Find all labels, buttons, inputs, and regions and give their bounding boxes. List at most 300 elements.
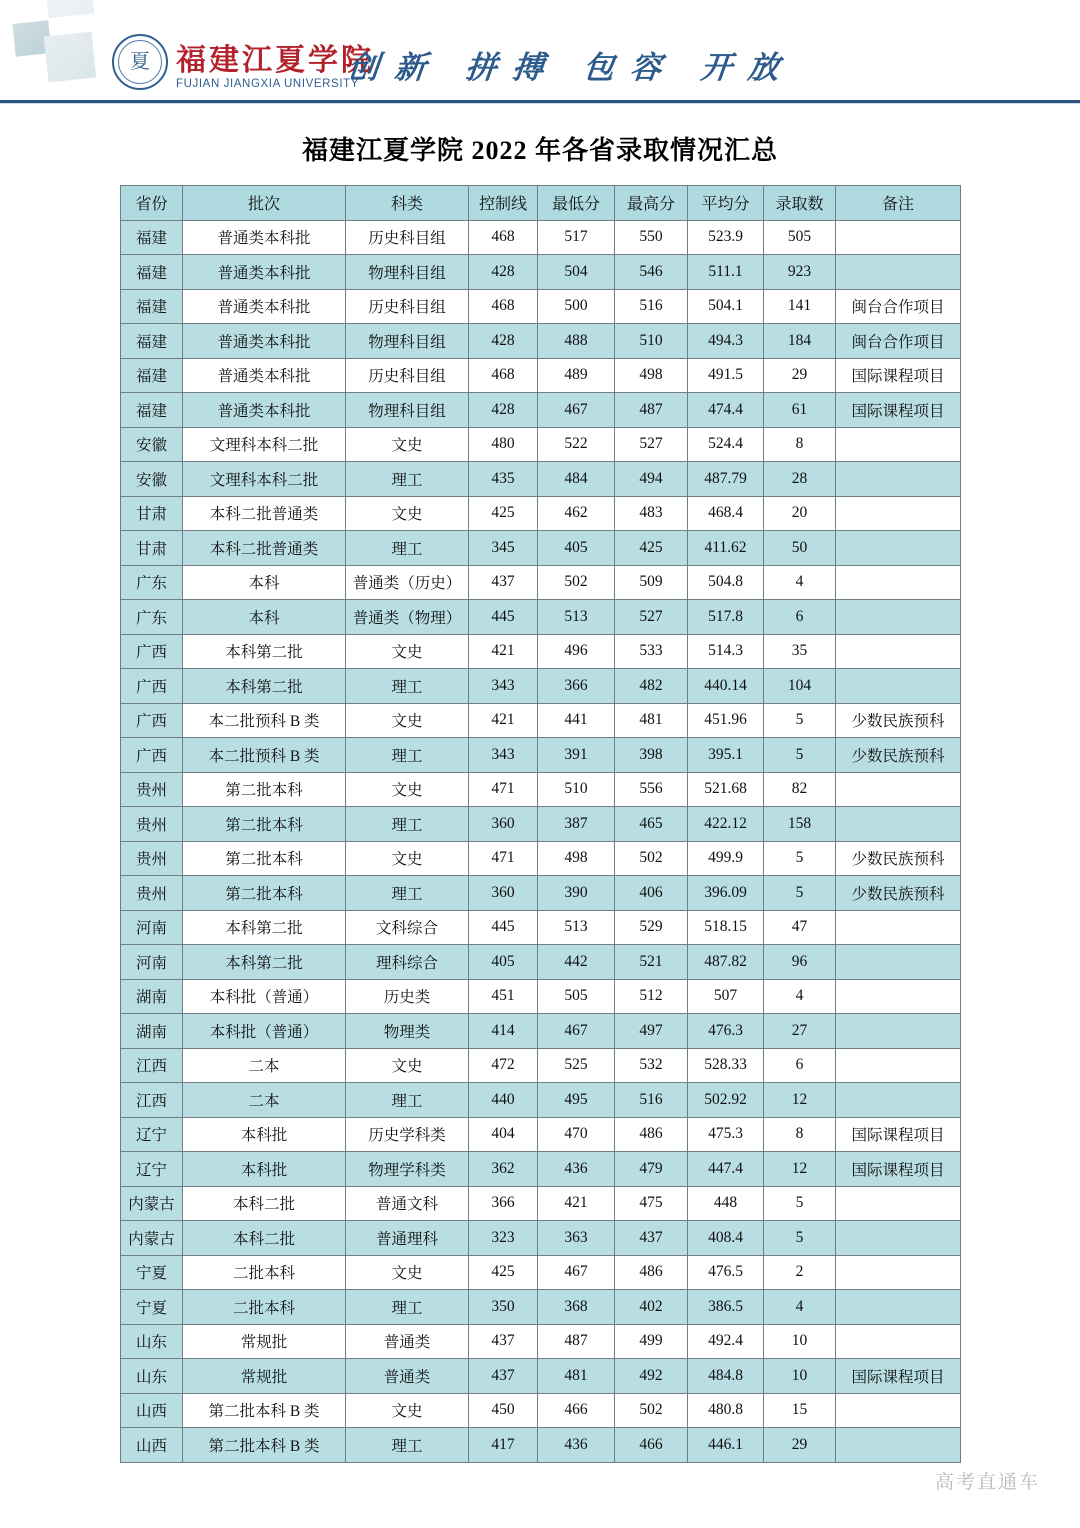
cell-admitted-count: 50 — [764, 531, 836, 566]
cell-remark — [836, 1428, 961, 1463]
cell-subject: 普通类（历史） — [346, 565, 469, 600]
cell-subject: 文史 — [346, 1255, 469, 1290]
cell-control-line: 445 — [469, 910, 538, 945]
decorative-squares — [0, 0, 130, 104]
cell-remark — [836, 220, 961, 255]
cell-subject: 文史 — [346, 703, 469, 738]
cell-admitted-count: 12 — [764, 1152, 836, 1187]
cell-min-score: 467 — [538, 1014, 615, 1049]
cell-control-line: 440 — [469, 1083, 538, 1118]
cell-min-score: 405 — [538, 531, 615, 566]
cell-control-line: 437 — [469, 1359, 538, 1394]
page-header — [0, 0, 1080, 104]
cell-admitted-count: 6 — [764, 600, 836, 635]
cell-max-score: 532 — [615, 1048, 688, 1083]
cell-avg-score: 499.9 — [688, 841, 764, 876]
cell-subject: 理工 — [346, 531, 469, 566]
cell-max-score: 509 — [615, 565, 688, 600]
cell-control-line: 471 — [469, 772, 538, 807]
cell-min-score: 363 — [538, 1221, 615, 1256]
cell-min-score: 466 — [538, 1393, 615, 1428]
cell-batch: 本二批预科 B 类 — [183, 738, 346, 773]
cell-remark: 国际课程项目 — [836, 1152, 961, 1187]
university-name-en: FUJIAN JIANGXIA UNIVERSITY — [176, 77, 360, 90]
cell-control-line: 343 — [469, 669, 538, 704]
cell-remark — [836, 600, 961, 635]
cell-batch: 本科 — [183, 565, 346, 600]
cell-avg-score: 494.3 — [688, 324, 764, 359]
table-row — [121, 979, 961, 1014]
cell-max-score: 402 — [615, 1290, 688, 1325]
cell-control-line: 425 — [469, 1255, 538, 1290]
cell-min-score: 442 — [538, 945, 615, 980]
cell-batch: 第二批本科 B 类 — [183, 1393, 346, 1428]
cell-control-line: 360 — [469, 807, 538, 842]
cell-max-score: 521 — [615, 945, 688, 980]
cell-control-line: 405 — [469, 945, 538, 980]
cell-subject: 物理科目组 — [346, 255, 469, 290]
cell-province: 湖南 — [121, 979, 183, 1014]
cell-province: 广东 — [121, 600, 183, 635]
cell-remark — [836, 1255, 961, 1290]
cell-min-score: 467 — [538, 393, 615, 428]
cell-control-line: 468 — [469, 358, 538, 393]
cell-batch: 第二批本科 — [183, 772, 346, 807]
cell-min-score: 421 — [538, 1186, 615, 1221]
cell-batch: 第二批本科 B 类 — [183, 1428, 346, 1463]
cell-control-line: 445 — [469, 600, 538, 635]
cell-max-score: 483 — [615, 496, 688, 531]
cell-avg-score: 480.8 — [688, 1393, 764, 1428]
cell-admitted-count: 923 — [764, 255, 836, 290]
cell-min-score: 441 — [538, 703, 615, 738]
cell-min-score: 513 — [538, 600, 615, 635]
table-row — [121, 1221, 961, 1256]
table-row — [121, 738, 961, 773]
cell-max-score: 516 — [615, 1083, 688, 1118]
header-divider-shadow — [0, 103, 1080, 104]
cell-province: 贵州 — [121, 841, 183, 876]
cell-batch: 本科二批普通类 — [183, 496, 346, 531]
table-row — [121, 1428, 961, 1463]
cell-control-line: 425 — [469, 496, 538, 531]
cell-avg-score: 447.4 — [688, 1152, 764, 1187]
table-row — [121, 1186, 961, 1221]
cell-remark: 国际课程项目 — [836, 393, 961, 428]
cell-min-score: 470 — [538, 1117, 615, 1152]
cell-province: 宁夏 — [121, 1255, 183, 1290]
cell-min-score: 522 — [538, 427, 615, 462]
column-header-province: 省份 — [121, 186, 183, 221]
cell-min-score: 505 — [538, 979, 615, 1014]
cell-avg-score: 502.92 — [688, 1083, 764, 1118]
cell-subject: 普通类 — [346, 1359, 469, 1394]
cell-admitted-count: 10 — [764, 1359, 836, 1394]
cell-avg-score: 523.9 — [688, 220, 764, 255]
cell-province: 河南 — [121, 910, 183, 945]
cell-control-line: 350 — [469, 1290, 538, 1325]
cell-max-score: 502 — [615, 1393, 688, 1428]
cell-avg-score: 528.33 — [688, 1048, 764, 1083]
university-logo — [112, 34, 374, 90]
cell-subject: 物理类 — [346, 1014, 469, 1049]
cell-max-score: 492 — [615, 1359, 688, 1394]
cell-province: 宁夏 — [121, 1290, 183, 1325]
cell-remark — [836, 1290, 961, 1325]
cell-remark — [836, 1048, 961, 1083]
cell-province: 内蒙古 — [121, 1186, 183, 1221]
cell-admitted-count: 4 — [764, 979, 836, 1014]
column-header-subject: 科类 — [346, 186, 469, 221]
cell-remark — [836, 1014, 961, 1049]
cell-max-score: 425 — [615, 531, 688, 566]
cell-control-line: 421 — [469, 634, 538, 669]
cell-min-score: 504 — [538, 255, 615, 290]
cell-subject: 历史科目组 — [346, 220, 469, 255]
footer-watermark: 高考直通车 — [934, 1472, 1040, 1493]
cell-batch: 本科批（普通） — [183, 979, 346, 1014]
table-row — [121, 1393, 961, 1428]
column-header-remark: 备注 — [836, 186, 961, 221]
cell-province: 福建 — [121, 255, 183, 290]
cell-admitted-count: 35 — [764, 634, 836, 669]
cell-remark — [836, 669, 961, 704]
cell-avg-score: 396.09 — [688, 876, 764, 911]
cell-subject: 文史 — [346, 634, 469, 669]
cell-province: 安徽 — [121, 462, 183, 497]
cell-max-score: 550 — [615, 220, 688, 255]
cell-batch: 二本 — [183, 1048, 346, 1083]
cell-province: 甘肃 — [121, 531, 183, 566]
cell-avg-score: 487.82 — [688, 945, 764, 980]
cell-control-line: 362 — [469, 1152, 538, 1187]
cell-max-score: 498 — [615, 358, 688, 393]
cell-batch: 本科批 — [183, 1152, 346, 1187]
cell-min-score: 481 — [538, 1359, 615, 1394]
cell-subject: 历史科目组 — [346, 289, 469, 324]
cell-max-score: 516 — [615, 289, 688, 324]
cell-min-score: 390 — [538, 876, 615, 911]
cell-admitted-count: 2 — [764, 1255, 836, 1290]
table-row — [121, 807, 961, 842]
cell-remark — [836, 772, 961, 807]
cell-subject: 普通类（物理） — [346, 600, 469, 635]
table-row — [121, 1014, 961, 1049]
cell-subject: 文史 — [346, 496, 469, 531]
cell-min-score: 387 — [538, 807, 615, 842]
cell-remark — [836, 1393, 961, 1428]
cell-remark — [836, 496, 961, 531]
cell-min-score: 488 — [538, 324, 615, 359]
cell-max-score: 527 — [615, 427, 688, 462]
cell-max-score: 499 — [615, 1324, 688, 1359]
cell-max-score: 512 — [615, 979, 688, 1014]
cell-subject: 理工 — [346, 876, 469, 911]
cell-admitted-count: 96 — [764, 945, 836, 980]
cell-min-score: 495 — [538, 1083, 615, 1118]
cell-subject: 文史 — [346, 1393, 469, 1428]
cell-batch: 第二批本科 — [183, 807, 346, 842]
cell-batch: 本科第二批 — [183, 669, 346, 704]
cell-admitted-count: 6 — [764, 1048, 836, 1083]
university-wordmark — [176, 43, 374, 91]
table-row — [121, 531, 961, 566]
cell-remark — [836, 1083, 961, 1118]
cell-province: 甘肃 — [121, 496, 183, 531]
university-name-cn: 福建江夏学院 — [176, 43, 374, 77]
cell-max-score: 481 — [615, 703, 688, 738]
cell-max-score: 486 — [615, 1117, 688, 1152]
cell-subject: 文史 — [346, 841, 469, 876]
cell-admitted-count: 47 — [764, 910, 836, 945]
cell-batch: 普通类本科批 — [183, 324, 346, 359]
cell-province: 河南 — [121, 945, 183, 980]
table-row — [121, 565, 961, 600]
cell-batch: 本科批（普通） — [183, 1014, 346, 1049]
cell-min-score: 510 — [538, 772, 615, 807]
cell-avg-score: 517.8 — [688, 600, 764, 635]
cell-admitted-count: 28 — [764, 462, 836, 497]
cell-batch: 本科二批 — [183, 1221, 346, 1256]
cell-subject: 物理科目组 — [346, 324, 469, 359]
cell-admitted-count: 10 — [764, 1324, 836, 1359]
cell-control-line: 360 — [469, 876, 538, 911]
cell-batch: 普通类本科批 — [183, 393, 346, 428]
cell-remark — [836, 910, 961, 945]
cell-max-score: 466 — [615, 1428, 688, 1463]
cell-province: 山东 — [121, 1359, 183, 1394]
cell-control-line: 472 — [469, 1048, 538, 1083]
cell-batch: 第二批本科 — [183, 876, 346, 911]
cell-province: 安徽 — [121, 427, 183, 462]
cell-avg-score: 476.3 — [688, 1014, 764, 1049]
cell-min-score: 436 — [538, 1428, 615, 1463]
cell-avg-score: 487.79 — [688, 462, 764, 497]
cell-min-score: 467 — [538, 1255, 615, 1290]
seal-glyph: 夏 — [130, 51, 150, 73]
cell-batch: 本科二批普通类 — [183, 531, 346, 566]
cell-subject: 普通类 — [346, 1324, 469, 1359]
cell-batch: 文理科本科二批 — [183, 462, 346, 497]
cell-avg-score: 440.14 — [688, 669, 764, 704]
cell-province: 江西 — [121, 1083, 183, 1118]
cell-admitted-count: 27 — [764, 1014, 836, 1049]
cell-control-line: 435 — [469, 462, 538, 497]
cell-batch: 常规批 — [183, 1359, 346, 1394]
cell-control-line: 450 — [469, 1393, 538, 1428]
cell-avg-score: 446.1 — [688, 1428, 764, 1463]
column-header-admitted: 录取数 — [764, 186, 836, 221]
column-header-max-score: 最高分 — [615, 186, 688, 221]
cell-max-score: 510 — [615, 324, 688, 359]
cell-province: 福建 — [121, 289, 183, 324]
cell-remark: 国际课程项目 — [836, 1359, 961, 1394]
cell-control-line: 345 — [469, 531, 538, 566]
cell-remark — [836, 255, 961, 290]
cell-avg-score: 521.68 — [688, 772, 764, 807]
cell-avg-score: 491.5 — [688, 358, 764, 393]
cell-subject: 理工 — [346, 462, 469, 497]
cell-province: 山西 — [121, 1428, 183, 1463]
cell-province: 福建 — [121, 358, 183, 393]
cell-remark — [836, 1324, 961, 1359]
cell-avg-score: 448 — [688, 1186, 764, 1221]
admissions-table-container — [120, 185, 960, 1463]
cell-batch: 常规批 — [183, 1324, 346, 1359]
cell-admitted-count: 104 — [764, 669, 836, 704]
table-row — [121, 496, 961, 531]
cell-control-line: 323 — [469, 1221, 538, 1256]
cell-control-line: 417 — [469, 1428, 538, 1463]
cell-batch: 本科第二批 — [183, 634, 346, 669]
cell-batch: 二批本科 — [183, 1290, 346, 1325]
cell-province: 湖南 — [121, 1014, 183, 1049]
admissions-table — [120, 185, 961, 1463]
cell-subject: 理工 — [346, 1428, 469, 1463]
cell-batch: 本科 — [183, 600, 346, 635]
cell-subject: 文科综合 — [346, 910, 469, 945]
cell-control-line: 471 — [469, 841, 538, 876]
table-row — [121, 1359, 961, 1394]
cell-control-line: 451 — [469, 979, 538, 1014]
cell-control-line: 366 — [469, 1186, 538, 1221]
cell-avg-score: 408.4 — [688, 1221, 764, 1256]
cell-max-score: 497 — [615, 1014, 688, 1049]
cell-province: 贵州 — [121, 807, 183, 842]
table-row — [121, 1152, 961, 1187]
cell-max-score: 486 — [615, 1255, 688, 1290]
table-row — [121, 1324, 961, 1359]
cell-max-score: 527 — [615, 600, 688, 635]
table-row — [121, 945, 961, 980]
cell-province: 广西 — [121, 634, 183, 669]
cell-control-line: 468 — [469, 220, 538, 255]
cell-admitted-count: 505 — [764, 220, 836, 255]
cell-admitted-count: 141 — [764, 289, 836, 324]
cell-admitted-count: 8 — [764, 1117, 836, 1152]
cell-remark — [836, 807, 961, 842]
university-slogan: 创新 拼搏 包容 开放 — [345, 50, 797, 85]
cell-max-score: 533 — [615, 634, 688, 669]
cell-avg-score: 475.3 — [688, 1117, 764, 1152]
cell-batch: 本科二批 — [183, 1186, 346, 1221]
cell-max-score: 494 — [615, 462, 688, 497]
table-row — [121, 1083, 961, 1118]
cell-province: 广西 — [121, 669, 183, 704]
cell-admitted-count: 158 — [764, 807, 836, 842]
table-row — [121, 324, 961, 359]
cell-remark: 少数民族预科 — [836, 738, 961, 773]
table-row — [121, 634, 961, 669]
cell-max-score: 529 — [615, 910, 688, 945]
cell-subject: 理工 — [346, 669, 469, 704]
cell-avg-score: 504.8 — [688, 565, 764, 600]
cell-min-score: 366 — [538, 669, 615, 704]
cell-remark — [836, 427, 961, 462]
decorative-square-3 — [44, 32, 97, 83]
cell-admitted-count: 15 — [764, 1393, 836, 1428]
table-body — [121, 220, 961, 1462]
cell-subject: 历史科目组 — [346, 358, 469, 393]
cell-subject: 物理科目组 — [346, 393, 469, 428]
cell-control-line: 404 — [469, 1117, 538, 1152]
cell-subject: 历史学科类 — [346, 1117, 469, 1152]
cell-max-score: 465 — [615, 807, 688, 842]
cell-control-line: 480 — [469, 427, 538, 462]
table-row — [121, 910, 961, 945]
table-row — [121, 220, 961, 255]
cell-control-line: 468 — [469, 289, 538, 324]
cell-subject: 理工 — [346, 1290, 469, 1325]
cell-province: 辽宁 — [121, 1117, 183, 1152]
cell-min-score: 484 — [538, 462, 615, 497]
cell-province: 内蒙古 — [121, 1221, 183, 1256]
cell-remark: 闽台合作项目 — [836, 289, 961, 324]
cell-batch: 本二批预科 B 类 — [183, 703, 346, 738]
cell-avg-score: 507 — [688, 979, 764, 1014]
cell-admitted-count: 5 — [764, 738, 836, 773]
table-row — [121, 427, 961, 462]
cell-admitted-count: 4 — [764, 565, 836, 600]
cell-subject: 普通理科 — [346, 1221, 469, 1256]
cell-admitted-count: 184 — [764, 324, 836, 359]
cell-avg-score: 411.62 — [688, 531, 764, 566]
cell-max-score: 406 — [615, 876, 688, 911]
cell-remark: 少数民族预科 — [836, 703, 961, 738]
cell-min-score: 517 — [538, 220, 615, 255]
cell-admitted-count: 29 — [764, 1428, 836, 1463]
cell-min-score: 496 — [538, 634, 615, 669]
cell-avg-score: 386.5 — [688, 1290, 764, 1325]
cell-min-score: 525 — [538, 1048, 615, 1083]
cell-admitted-count: 5 — [764, 876, 836, 911]
cell-avg-score: 422.12 — [688, 807, 764, 842]
cell-min-score: 462 — [538, 496, 615, 531]
column-header-batch: 批次 — [183, 186, 346, 221]
cell-batch: 本科第二批 — [183, 945, 346, 980]
table-row — [121, 1117, 961, 1152]
cell-avg-score: 476.5 — [688, 1255, 764, 1290]
cell-remark: 国际课程项目 — [836, 358, 961, 393]
table-row — [121, 772, 961, 807]
page-title: 福建江夏学院 2022 年各省录取情况汇总 — [301, 136, 778, 165]
cell-min-score: 513 — [538, 910, 615, 945]
cell-avg-score: 514.3 — [688, 634, 764, 669]
cell-province: 江西 — [121, 1048, 183, 1083]
cell-max-score: 475 — [615, 1186, 688, 1221]
cell-province: 贵州 — [121, 772, 183, 807]
cell-max-score: 479 — [615, 1152, 688, 1187]
cell-subject: 文史 — [346, 427, 469, 462]
cell-province: 广西 — [121, 738, 183, 773]
cell-batch: 文理科本科二批 — [183, 427, 346, 462]
cell-subject: 理科综合 — [346, 945, 469, 980]
table-row — [121, 1255, 961, 1290]
cell-subject: 文史 — [346, 1048, 469, 1083]
cell-province: 福建 — [121, 393, 183, 428]
cell-min-score: 489 — [538, 358, 615, 393]
cell-avg-score: 511.1 — [688, 255, 764, 290]
cell-province: 广西 — [121, 703, 183, 738]
cell-subject: 文史 — [346, 772, 469, 807]
cell-max-score: 546 — [615, 255, 688, 290]
cell-max-score: 482 — [615, 669, 688, 704]
cell-avg-score: 518.15 — [688, 910, 764, 945]
cell-province: 山东 — [121, 1324, 183, 1359]
cell-min-score: 436 — [538, 1152, 615, 1187]
cell-subject: 历史类 — [346, 979, 469, 1014]
cell-avg-score: 492.4 — [688, 1324, 764, 1359]
